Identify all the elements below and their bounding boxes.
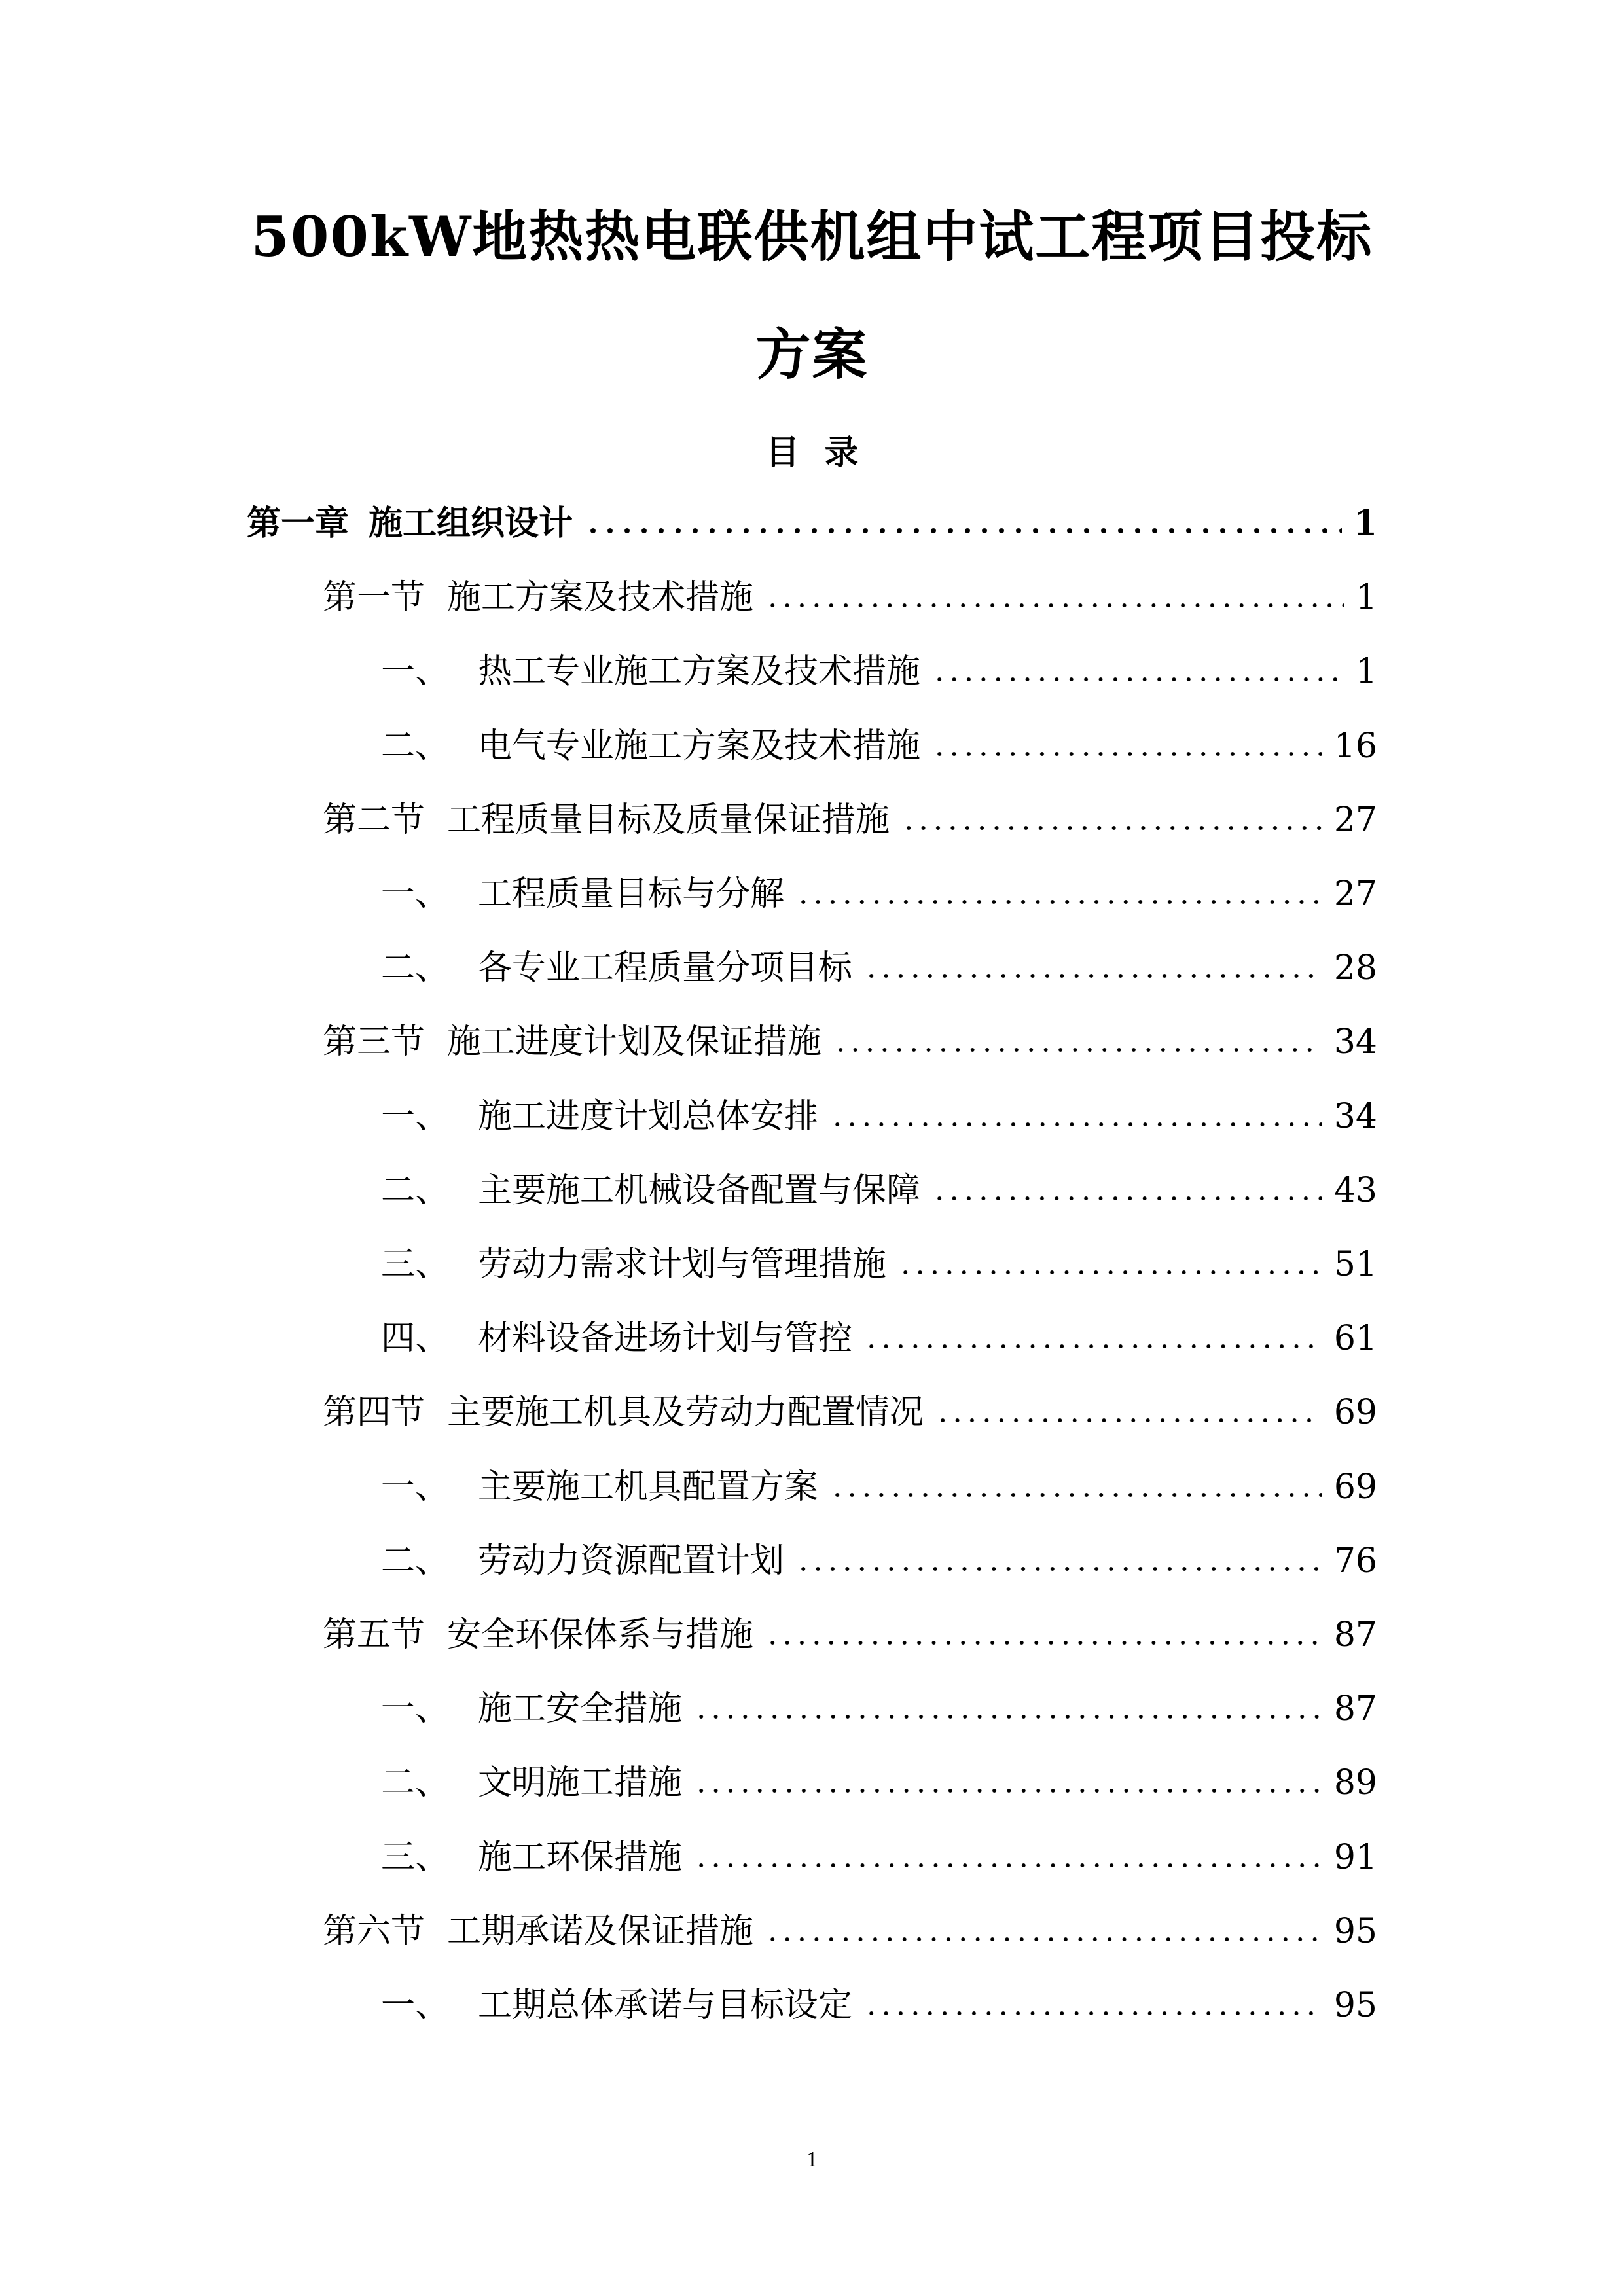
toc-entry-label: 工期承诺及保证措施 [447, 1911, 754, 1951]
toc-entry-number: 二、 [381, 948, 450, 988]
footer-page-number: 1 [806, 2147, 818, 2172]
toc-entry-page: 1 [1353, 503, 1377, 543]
toc-entry-number: 四、 [381, 1319, 450, 1359]
toc-entry-page: 87 [1333, 1689, 1377, 1729]
toc-entry-number: 二、 [381, 1763, 450, 1803]
toc-entry[interactable] [0, 1979, 1624, 2032]
toc-dot-leader [765, 603, 1344, 608]
toc-entry-label: 主要施工机具配置方案 [478, 1467, 819, 1507]
document-title-line-2: 方案 [755, 322, 869, 387]
toc-entry-label: 工期总体承诺与目标设定 [478, 1986, 853, 2025]
toc-dot-leader [864, 2011, 1322, 2016]
toc-heading-char: 目 [765, 433, 800, 473]
toc-entry[interactable] [0, 1905, 1624, 1958]
toc-entry-label: 各专业工程质量分项目标 [478, 948, 853, 988]
toc-entry[interactable] [0, 1535, 1624, 1587]
toc-dot-leader [585, 528, 1342, 534]
toc-entry-number: 第三节 [323, 1022, 425, 1062]
toc-entry[interactable] [0, 571, 1624, 624]
toc-dot-leader [694, 1714, 1322, 1719]
toc-entry-page: 43 [1333, 1170, 1377, 1210]
toc-entry-page: 69 [1333, 1467, 1377, 1507]
toc-entry-page: 69 [1333, 1393, 1377, 1433]
toc-dot-leader [898, 1270, 1322, 1275]
toc-dot-leader [796, 1566, 1322, 1571]
toc-entry-number: 第六节 [323, 1911, 425, 1951]
toc-entry-label: 主要施工机械设备配置与保障 [478, 1170, 921, 1210]
toc-dot-leader [796, 899, 1322, 905]
toc-entry-page: 27 [1333, 800, 1377, 840]
toc-entry-label: 热工专业施工方案及技术措施 [478, 652, 921, 692]
toc-entry-number: 三、 [381, 1245, 450, 1284]
toc-entry-label: 主要施工机具及劳动力配置情况 [447, 1393, 924, 1433]
toc-dot-leader [901, 825, 1322, 831]
toc-entry[interactable] [0, 1386, 1624, 1439]
document-title-line-1: 500kW地热热电联供机组中试工程项目投标 [251, 204, 1373, 269]
toc-entry-number: 二、 [381, 1170, 450, 1210]
toc-dot-leader [932, 677, 1344, 682]
toc-entry-label: 劳动力资源配置计划 [478, 1541, 785, 1581]
toc-dot-leader [765, 1937, 1322, 1942]
toc-dot-leader [932, 1196, 1322, 1201]
toc-entry-number: 一、 [381, 1986, 450, 2025]
toc-dot-leader [830, 1492, 1322, 1498]
toc-entry[interactable] [0, 1831, 1624, 1884]
toc-entry-page: 16 [1333, 726, 1377, 766]
toc-entry-page: 95 [1333, 1986, 1377, 2025]
toc-entry-page: 51 [1333, 1245, 1377, 1284]
toc-dot-leader [864, 1344, 1322, 1349]
toc-entry-page: 34 [1333, 1022, 1377, 1062]
toc-entry-page: 91 [1333, 1837, 1377, 1877]
toc-entry-label: 工程质量目标及质量保证措施 [447, 800, 890, 840]
toc-dot-leader [694, 1788, 1322, 1793]
toc-entry-page: 61 [1333, 1319, 1377, 1359]
toc-entry-label: 施工进度计划及保证措施 [447, 1022, 822, 1062]
toc-entry-page: 1 [1355, 652, 1377, 692]
toc-entry-number: 一、 [381, 1467, 450, 1507]
toc-entry[interactable] [0, 1609, 1624, 1661]
toc-entry[interactable] [0, 645, 1624, 698]
toc-entry-number: 第一章 [247, 503, 350, 543]
toc-entry[interactable] [0, 1757, 1624, 1809]
toc-entry-label: 施工环保措施 [478, 1837, 683, 1877]
toc-heading [0, 427, 1624, 479]
toc-entry-page: 76 [1333, 1541, 1377, 1581]
toc-entry-page: 1 [1355, 578, 1377, 618]
toc-entry-number: 第二节 [323, 800, 425, 840]
toc-entry-number: 第四节 [323, 1393, 425, 1433]
toc-entry[interactable] [0, 497, 1624, 550]
toc-entry-label: 施工方案及技术措施 [447, 578, 754, 618]
toc-entry-label: 安全环保体系与措施 [447, 1615, 754, 1655]
toc-entry-number: 一、 [381, 1689, 450, 1729]
toc-entry-number: 三、 [381, 1837, 450, 1877]
toc-dot-leader [830, 1122, 1322, 1127]
toc-entry-page: 89 [1333, 1763, 1377, 1803]
toc-entry-page: 87 [1333, 1615, 1377, 1655]
toc-entry-label: 施工组织设计 [369, 503, 573, 543]
toc-entry[interactable] [0, 1683, 1624, 1735]
toc-entry-label: 施工进度计划总体安排 [478, 1096, 819, 1136]
toc-entry-number: 第五节 [323, 1615, 425, 1655]
toc-entry[interactable] [0, 1312, 1624, 1365]
toc-heading-char: 录 [824, 433, 859, 473]
toc-entry-number: 一、 [381, 1096, 450, 1136]
toc-entry-page: 28 [1333, 948, 1377, 988]
toc-dot-leader [765, 1640, 1322, 1645]
toc-dot-leader [833, 1047, 1322, 1052]
toc-entry-label: 施工安全措施 [478, 1689, 683, 1729]
toc-entry-page: 27 [1333, 874, 1377, 914]
toc-entry[interactable] [0, 1016, 1624, 1068]
toc-entry-page: 34 [1333, 1096, 1377, 1136]
toc-entry[interactable] [0, 1090, 1624, 1143]
toc-dot-leader [935, 1418, 1322, 1423]
toc-entry[interactable] [0, 1238, 1624, 1291]
toc-entry-number: 一、 [381, 874, 450, 914]
toc-entry[interactable] [0, 868, 1624, 920]
toc-entry[interactable] [0, 1164, 1624, 1217]
toc-dot-leader [932, 751, 1322, 757]
toc-entry[interactable] [0, 1461, 1624, 1513]
toc-entry-number: 二、 [381, 726, 450, 766]
toc-entry-label: 电气专业施工方案及技术措施 [478, 726, 921, 766]
toc-entry[interactable] [0, 942, 1624, 994]
toc-dot-leader [864, 973, 1322, 978]
toc-entry-label: 工程质量目标与分解 [478, 874, 785, 914]
toc-entry-label: 劳动力需求计划与管理措施 [478, 1245, 887, 1284]
toc-entry[interactable] [0, 720, 1624, 772]
toc-dot-leader [694, 1863, 1322, 1868]
toc-entry-number: 二、 [381, 1541, 450, 1581]
toc-entry-page: 95 [1333, 1911, 1377, 1951]
toc-entry-number: 一、 [381, 652, 450, 692]
toc-entry-label: 文明施工措施 [478, 1763, 683, 1803]
toc-entry-number: 第一节 [323, 578, 425, 618]
toc-entry[interactable] [0, 794, 1624, 846]
toc-entry-label: 材料设备进场计划与管控 [478, 1319, 853, 1359]
